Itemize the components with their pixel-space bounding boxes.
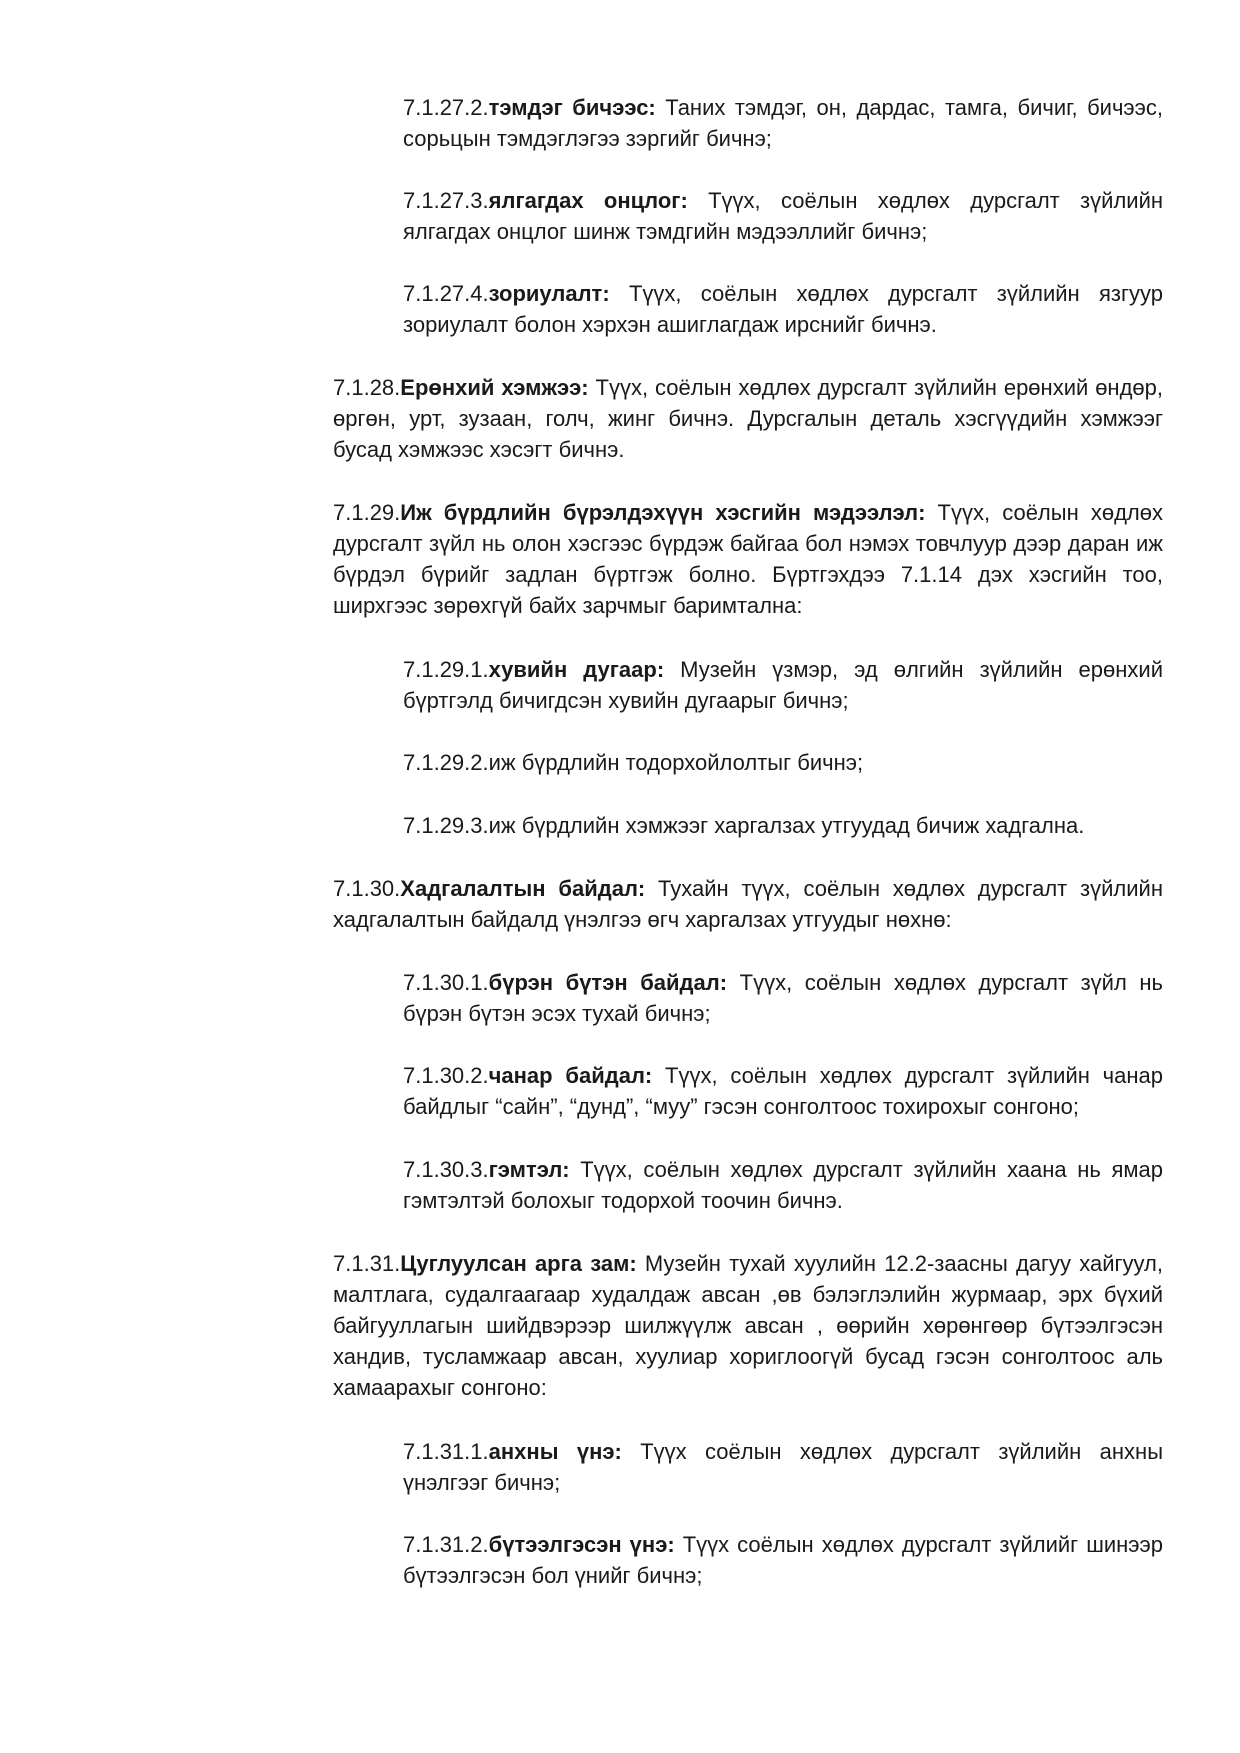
paragraph-number: 7.1.30.1. <box>403 970 489 995</box>
paragraph-7-1-30 <box>333 873 1163 935</box>
paragraph-text: Түүх, соёлын хөдлөх дурсгалт зүйлийн ялгагдах онцлог шинж тэмдгийн мэдээллийг бичнэ; <box>403 188 1164 244</box>
paragraph-text: Музейн үзмэр, эд өлгийн зүйлийн ерөнхий бүртгэлд бичигдсэн хувийн дугаарыг бичнэ; <box>403 657 1163 713</box>
paragraph-7-1-27-4 <box>403 278 1163 340</box>
paragraph-term: гэмтэл: <box>488 1157 570 1182</box>
paragraph-number: 7.1.27.3. <box>403 188 489 213</box>
paragraph-7-1-27-2 <box>403 92 1163 154</box>
paragraph-7-1-30-2 <box>403 1060 1163 1122</box>
paragraph-text: Түүх, соёлын хөдлөх дурсгалт зүйлийн хаана нь ямар гэмтэлтэй болохыг тодорхой тоочин бичнэ. <box>403 1157 1163 1213</box>
paragraph-text: Түүх соёлын хөдлөх дурсгалт зүйлийг шинээр бүтээлгэсэн бол үнийг бичнэ; <box>403 1532 1163 1588</box>
paragraph-term: Хадгалалтын байдал: <box>400 876 646 901</box>
paragraph-7-1-27-3 <box>403 185 1163 247</box>
paragraph-number: 7.1.29. <box>333 500 401 525</box>
paragraph-number: 7.1.28. <box>333 375 401 400</box>
paragraph-term: чанар байдал: <box>488 1063 653 1088</box>
paragraph-term: Ерөнхий хэмжээ: <box>400 375 589 400</box>
paragraph-text: Түүх, соёлын хөдлөх дурсгалт зүйлийн язгуур зориулалт болон хэрхэн ашиглагдаж ирснийг бичнэ. <box>403 281 1163 337</box>
paragraph-text: Түүх, соёлын хөдлөх дурсгалт зүйл нь олон хэсгээс бүрдэж байгаа бол нэмэх товчлуур дээр даран иж бүрдэл бүрийг задлан бүртгэж болно. Бүртгэхдээ 7.1.14 дэх хэсгийн тоо, ширхгээс зөрөхгүй байх зарчмыг баримтална: <box>333 500 1163 618</box>
paragraph-number: 7.1.30.2. <box>403 1063 489 1088</box>
paragraph-text: Түүх соёлын хөдлөх дурсгалт зүйлийн анхны үнэлгээг бичнэ; <box>403 1439 1164 1495</box>
paragraph-number: 7.1.30.3. <box>403 1157 489 1182</box>
paragraph-7-1-28 <box>333 372 1163 465</box>
paragraph-number: 7.1.31.1. <box>403 1439 489 1464</box>
paragraph-text: Тухайн түүх, соёлын хөдлөх дурсгалт зүйлийн хадгалалтын байдалд үнэлгээ өгч харгалзах утгуудыг нөхнө: <box>333 876 1163 932</box>
paragraph-number: 7.1.31.2. <box>403 1532 489 1557</box>
paragraph-7-1-31-1 <box>403 1436 1163 1498</box>
paragraph-7-1-29-1 <box>403 654 1163 716</box>
paragraph-number: 7.1.30. <box>333 876 401 901</box>
paragraph-7-1-29 <box>333 497 1163 621</box>
paragraph-number: 7.1.29.2. <box>403 750 489 775</box>
paragraph-number: 7.1.31. <box>333 1251 401 1276</box>
paragraph-number: 7.1.27.4. <box>403 281 489 306</box>
paragraph-7-1-29-3 <box>403 810 1163 841</box>
paragraph-term: Иж бүрдлийн бүрэлдэхүүн хэсгийн мэдээлэл: <box>400 500 926 525</box>
paragraph-7-1-31-2 <box>403 1529 1163 1591</box>
paragraph-text: Түүх, соёлын хөдлөх дурсгалт зүйлийн ерөнхий өндөр, өргөн, урт, зузаан, голч, жинг бичнэ. Дурсгалын деталь хэсгүүдийн хэмжээг бусад хэмжээс хэсэгт бичнэ. <box>333 375 1163 462</box>
paragraph-number: 7.1.29.1. <box>403 657 489 682</box>
paragraph-term: зориулалт: <box>488 281 610 306</box>
paragraph-7-1-29-2 <box>403 747 1163 778</box>
paragraph-7-1-30-3 <box>403 1154 1163 1216</box>
paragraph-7-1-30-1 <box>403 967 1163 1029</box>
paragraph-term: хувийн дугаар: <box>488 657 665 682</box>
paragraph-text: иж бүрдлийн тодорхойлолтыг бичнэ; <box>488 750 864 775</box>
paragraph-term: тэмдэг бичээс: <box>488 95 656 120</box>
paragraph-number: 7.1.29.3. <box>403 813 489 838</box>
paragraph-text: Түүх, соёлын хөдлөх дурсгалт зүйлийн чанар байдлыг “сайн”, “дунд”, “муу” гэсэн сонголтоос тохирохыг сонгоно; <box>403 1063 1163 1119</box>
paragraph-text: Түүх, соёлын хөдлөх дурсгалт зүйл нь бүрэн бүтэн эсэх тухай бичнэ; <box>403 970 1163 1026</box>
paragraph-7-1-31 <box>333 1248 1163 1403</box>
paragraph-term: бүтээлгэсэн үнэ: <box>488 1532 675 1557</box>
paragraph-number: 7.1.27.2. <box>403 95 489 120</box>
paragraph-term: ялгагдах онцлог: <box>488 188 688 213</box>
paragraph-text: иж бүрдлийн хэмжээг харгалзах утгуудад бичиж хадгална. <box>488 813 1085 838</box>
paragraph-term: бүрэн бүтэн байдал: <box>488 970 728 995</box>
paragraph-text: Музейн тухай хуулийн 12.2-заасны дагуу хайгуул, малтлага, судалгаагаар худалдаж авсан ,өв бэлэглэлийн журмаар, эрх бүхий байгууллагын шийдвэрээр шилжүүлж авсан , өөрийн хөрөнгөөр бүтээлгэсэн хандив, тусламжаар авсан, хуулиар хориглоогүй бусад гэсэн сонголтоос аль хамаарахыг сонгоно: <box>333 1251 1163 1400</box>
paragraph-term: Цуглуулсан арга зам: <box>400 1251 637 1276</box>
paragraph-text: Таних тэмдэг, он, дардас, тамга, бичиг, бичээс, сорьцын тэмдэглэгээ зэргийг бичнэ; <box>403 95 1163 151</box>
paragraph-term: анхны үнэ: <box>488 1439 622 1464</box>
